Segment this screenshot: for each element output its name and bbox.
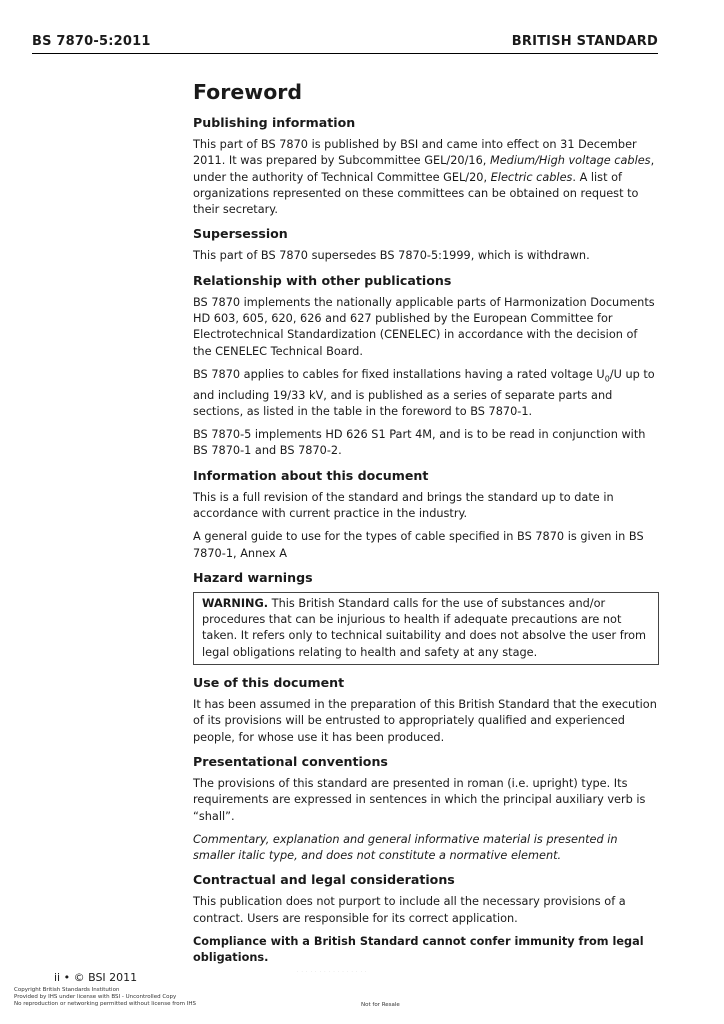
heading-hazard: Hazard warnings xyxy=(193,569,313,585)
page-title: Foreword xyxy=(193,80,303,104)
heading-use: Use of this document xyxy=(193,675,345,691)
heading-relationship: Relationship with other publications xyxy=(193,272,452,288)
header-publisher: BRITISH STANDARD xyxy=(511,34,658,49)
header-rule xyxy=(32,53,658,54)
section-conventions xyxy=(193,753,659,864)
section-supersession xyxy=(193,225,659,264)
heading-supersession: Supersession xyxy=(193,226,288,242)
conventions-commentary: Commentary, explanation and general informative material is presented in smaller italic type, and does not constitute a normative element. xyxy=(193,832,618,863)
warning-text: This British Standard calls for the use of substances and/or procedures that can be injurious to health if adequate precautions are not taken. It refers only to technical suitability and does not absolve the user from legal obligations relating to health and safety at any stage. xyxy=(202,596,647,659)
supersession-paragraph: This part of BS 7870 supersedes BS 7870-5:1999, which is withdrawn. xyxy=(193,249,590,263)
relationship-paragraph-2: BS 7870 applies to cables for fixed installations having a rated voltage $U_0/U$ up to and including 19/33 kV, and is published as a series of separate parts and sections, as listed in the table in the foreword to BS 7870-1. xyxy=(193,367,655,418)
heading-contractual: Contractual and legal considerations xyxy=(193,872,455,888)
section-use xyxy=(193,674,659,746)
section-hazard xyxy=(193,569,659,665)
heading-conventions: Presentational conventions xyxy=(193,753,388,769)
section-contractual xyxy=(193,871,659,966)
conventions-paragraph-1: The provisions of this standard are presented in roman (i.e. upright) type. Its requirements are expressed in sentences in which the principal auxiliary verb is “shall”. xyxy=(193,776,646,823)
heading-publishing: Publishing information xyxy=(193,115,356,130)
resale-notice: Not for Resale xyxy=(361,1002,400,1008)
warning-box xyxy=(193,592,659,665)
contractual-paragraph-1: This publication does not purport to include all the necessary provisions of a contract. Users are responsible for its correct application. xyxy=(193,895,626,925)
information-paragraph-1: This is a full revision of the standard and brings the standard up to date in accordance with current practice in the industry. xyxy=(193,490,614,520)
section-publishing xyxy=(193,114,659,218)
publishing-paragraph: This part of BS 7870 is published by BSI and came into effect on 31 December 2011. It was prepared by Subcommittee GEL/20/16, Medium/High voltage cables, under the authority of Technical Committee GEL/20, Electric cables. A list of organizations represented on these committees can be obtained on request to their secretary. xyxy=(193,138,655,217)
use-paragraph: It has been assumed in the preparation of this British Standard that the execution of its provisions will be entrusted to appropriately qualified and experienced people, for whose use it has been produced. xyxy=(193,698,657,744)
heading-information: Information about this document xyxy=(193,467,429,483)
copyright-notice: Copyright British Standards Institution Provided by IHS under license with BSI - Uncontrolled Copy No reproduction or networking permitted without license from IHS xyxy=(14,987,197,1007)
footer-dots: . . . . . . . . . . . . . . . . xyxy=(297,968,368,973)
page-footer: ii • © BSI 2011 xyxy=(54,971,138,984)
contractual-paragraph-2: Compliance with a British Standard cannot confer immunity from legal obligations. xyxy=(193,935,644,965)
warning-label: WARNING. xyxy=(202,596,269,610)
foreword-content xyxy=(193,80,659,974)
running-header xyxy=(32,34,658,49)
relationship-paragraph-1: BS 7870 implements the nationally applicable parts of Harmonization Documents HD 603, 605, 620, 626 and 627 published by the European Committee for Electrotechnical Standardization (CENELEC) in accordance with the decision of the CENELEC Technical Board. xyxy=(193,295,655,358)
section-information xyxy=(193,467,659,562)
header-standard-number: BS 7870-5:2011 xyxy=(32,34,151,49)
section-relationship xyxy=(193,272,659,460)
information-paragraph-2: A general guide to use for the types of cable specified in BS 7870 is given in BS 7870-1, Annex A xyxy=(193,530,644,560)
relationship-paragraph-3: BS 7870-5 implements HD 626 S1 Part 4M, and is to be read in conjunction with BS 7870-1 and BS 7870-2. xyxy=(193,428,646,458)
